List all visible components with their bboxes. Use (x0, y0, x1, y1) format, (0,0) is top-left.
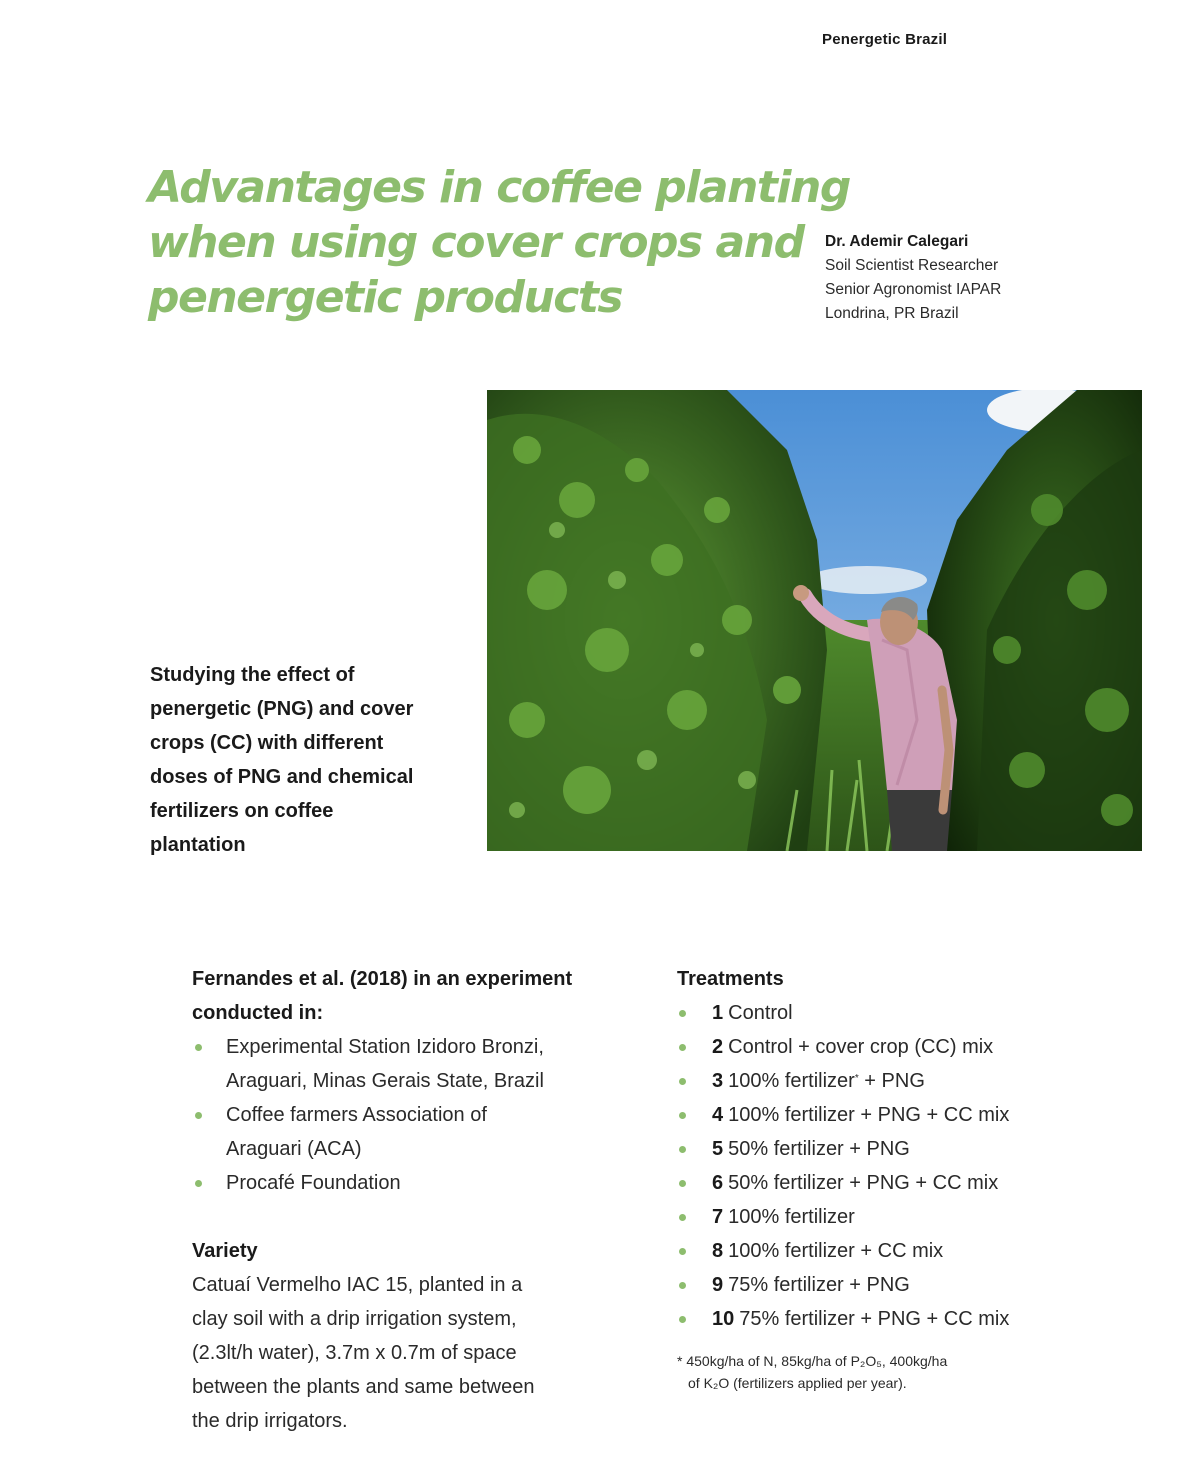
bullet-dot-icon (679, 1146, 686, 1153)
variety-line: the drip irrigators. (192, 1410, 348, 1432)
treatment-text: 75% fertilizer + PNG + CC mix (739, 1308, 1010, 1330)
footnote-line: * 450kg/ha of N, 85kg/ha of P₂O₅, 400kg/ha (677, 1353, 948, 1369)
treatment-number: 4 (712, 1104, 724, 1126)
bullet-dot-icon (679, 1282, 686, 1289)
treatment-number: 10 (712, 1308, 735, 1330)
treatment-item (677, 1268, 1097, 1302)
article-subtitle (150, 658, 460, 862)
treatment-item (677, 996, 1097, 1030)
treatment-item (677, 1166, 1097, 1200)
variety-line: clay soil with a drip irrigation system, (192, 1308, 517, 1330)
header-label: Penergetic Brazil (822, 31, 948, 48)
experiment-column (192, 962, 642, 1438)
treatment-number: 9 (712, 1274, 724, 1296)
treatment-item (677, 1234, 1097, 1268)
treatment-item (677, 1132, 1097, 1166)
list-item (192, 1098, 642, 1166)
treatments-column (677, 962, 1097, 1394)
subtitle-line: penergetic (PNG) and cover (150, 698, 414, 720)
location-list (192, 1030, 642, 1200)
treatments-heading-text: Treatments (677, 968, 784, 990)
subtitle-line: plantation (150, 834, 246, 856)
article-title (148, 160, 850, 325)
bullet-dot-icon (195, 1180, 202, 1187)
treatment-text: + PNG (858, 1070, 925, 1092)
list-item-text: Experimental Station Izidoro Bronzi, (226, 1036, 544, 1058)
treatment-number: 6 (712, 1172, 724, 1194)
bullet-dot-icon (195, 1044, 202, 1051)
experiment-heading-line: Fernandes et al. (2018) in an experiment (192, 968, 573, 990)
bullet-dot-icon (679, 1180, 686, 1187)
treatment-number: 8 (712, 1240, 724, 1262)
title-line: Advantages in coffee planting (148, 162, 850, 213)
title-line: when using cover crops and (148, 217, 804, 268)
bullet-dot-icon (679, 1044, 686, 1051)
variety-section (192, 1234, 642, 1438)
treatment-item (677, 1098, 1097, 1132)
subtitle-line: fertilizers on coffee (150, 800, 334, 822)
bullet-dot-icon (679, 1078, 686, 1085)
footnote-line: of K₂O (fertilizers applied per year). (688, 1375, 907, 1391)
author-role: Soil Scientist Researcher (825, 257, 999, 274)
treatment-number: 7 (712, 1206, 724, 1228)
bullet-dot-icon (679, 1316, 686, 1323)
treatments-heading (677, 962, 1097, 996)
footnote-marker: * (854, 1073, 859, 1084)
author-name: Dr. Ademir Calegari (825, 233, 969, 250)
treatment-number: 5 (712, 1138, 724, 1160)
variety-description (192, 1268, 642, 1438)
author-location: Londrina, PR Brazil (825, 305, 959, 322)
variety-line: (2.3lt/h water), 3.7m x 0.7m of space (192, 1342, 517, 1364)
treatment-item (677, 1064, 1097, 1098)
subtitle-line: Studying the effect of (150, 664, 355, 686)
treatment-text: 100% fertilizer (728, 1206, 855, 1228)
list-item (192, 1166, 642, 1200)
variety-heading (192, 1234, 642, 1268)
bullet-dot-icon (679, 1010, 686, 1017)
experiment-heading-line: conducted in: (192, 1002, 324, 1024)
treatment-text: Control + cover crop (CC) mix (728, 1036, 994, 1058)
bullet-dot-icon (679, 1248, 686, 1255)
treatment-text: 100% fertilizer + CC mix (728, 1240, 944, 1262)
treatment-number: 3 (712, 1070, 724, 1092)
experiment-heading (192, 962, 642, 1030)
bullet-dot-icon (195, 1112, 202, 1119)
treatment-item (677, 1200, 1097, 1234)
subtitle-line: doses of PNG and chemical (150, 766, 414, 788)
coffee-plantation-photo (487, 390, 1142, 851)
bullet-dot-icon (679, 1112, 686, 1119)
treatment-text: 50% fertilizer + PNG + CC mix (728, 1172, 999, 1194)
variety-line: between the plants and same between (192, 1376, 535, 1398)
treatment-item (677, 1302, 1097, 1336)
list-item-text: Procafé Foundation (226, 1172, 401, 1194)
bullet-dot-icon (679, 1214, 686, 1221)
treatment-text: 50% fertilizer + PNG (728, 1138, 910, 1160)
variety-line: Catuaí Vermelho IAC 15, planted in a (192, 1274, 523, 1296)
treatment-number: 1 (712, 1002, 724, 1024)
author-role: Senior Agronomist IAPAR (825, 281, 1002, 298)
list-item-text: Araguari (ACA) (226, 1138, 362, 1160)
author-block (825, 230, 1001, 326)
list-item-text: Araguari, Minas Gerais State, Brazil (226, 1070, 544, 1092)
treatment-list (677, 996, 1097, 1336)
variety-heading-text: Variety (192, 1240, 258, 1262)
treatment-text: 100% fertilizer (728, 1070, 855, 1092)
title-line: penergetic products (148, 272, 623, 323)
treatment-text: 100% fertilizer + PNG + CC mix (728, 1104, 1010, 1126)
treatment-text: Control (728, 1002, 793, 1024)
list-item (192, 1030, 642, 1098)
treatment-number: 2 (712, 1036, 724, 1058)
fertilizer-footnote (677, 1350, 1097, 1394)
treatment-text: 75% fertilizer + PNG (728, 1274, 910, 1296)
subtitle-line: crops (CC) with different (150, 732, 384, 754)
treatment-item (677, 1030, 1097, 1064)
list-item-text: Coffee farmers Association of (226, 1104, 487, 1126)
